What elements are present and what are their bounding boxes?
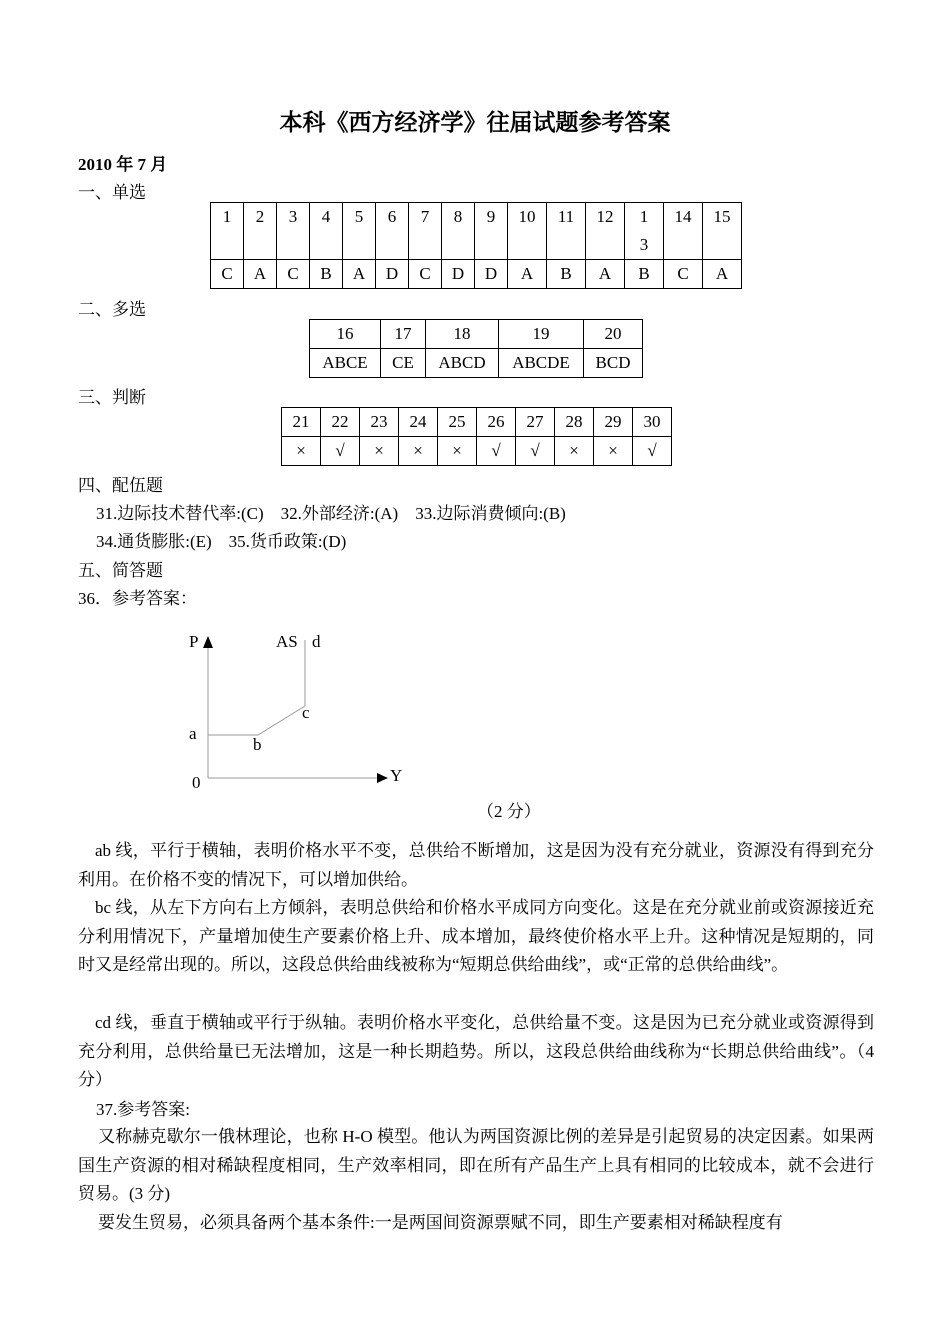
question-number-cell: 20 bbox=[584, 320, 643, 349]
p-axis-label: P bbox=[189, 632, 199, 651]
paragraph-37a: 又称赫克歇尔一俄林理论，也称 H-O 模型。他认为两国资源比例的差异是引起贸易的决定因素。如果两国生产资源的相对稀缺程度相同，生产效率相同，即在所有产品生产上具有相同的比较成本，就不会进行贸易。(3 分) bbox=[78, 1127, 874, 1203]
question-number-cell: 24 bbox=[399, 408, 438, 437]
q37-label: 37.参考答案: bbox=[96, 1100, 190, 1119]
question-number-cell: 26 bbox=[477, 408, 516, 437]
matching-line-2: 34.通货膨胀:(E) 35.货币政策:(D) bbox=[96, 532, 347, 551]
section-5-heading: 五、简答题 bbox=[78, 561, 163, 580]
answer-cell: B bbox=[547, 260, 586, 289]
graph-score: （2 分） bbox=[477, 802, 541, 821]
question-number-cell: 23 bbox=[360, 408, 399, 437]
question-number-cell: 1 3 bbox=[625, 203, 664, 260]
answer-cell: CE bbox=[381, 349, 426, 378]
answer-cell: × bbox=[399, 437, 438, 466]
section-4-heading: 四、配伍题 bbox=[78, 476, 163, 495]
answer-cell: ABCDE bbox=[499, 349, 584, 378]
answer-cell: × bbox=[282, 437, 321, 466]
single-choice-table bbox=[210, 202, 742, 289]
answer-cell: ABCE bbox=[310, 349, 381, 378]
question-number-cell: 1 bbox=[211, 203, 244, 260]
question-number-cell: 4 bbox=[310, 203, 343, 260]
aggregate-supply-graph bbox=[0, 620, 950, 830]
c-label: c bbox=[302, 703, 310, 722]
answer-cell: √ bbox=[321, 437, 360, 466]
answer-cell: D bbox=[442, 260, 475, 289]
q36-label: 36．参考答案： bbox=[78, 589, 197, 608]
section-2-heading: 二、多选 bbox=[78, 300, 146, 319]
y-axis-label: Y bbox=[390, 766, 403, 785]
question-number-cell: 8 bbox=[442, 203, 475, 260]
question-number-cell: 15 bbox=[703, 203, 742, 260]
answer-cell: BCD bbox=[584, 349, 643, 378]
multiple-choice-table bbox=[309, 319, 643, 378]
answer-cell: × bbox=[555, 437, 594, 466]
as-curve bbox=[208, 640, 305, 735]
question-number-cell: 17 bbox=[381, 320, 426, 349]
y-axis-arrow bbox=[377, 773, 388, 783]
paragraph-cd: cd 线，垂直于横轴或平行于纵轴。表明价格水平变化，总供给量不变。这是因为已充分就业或资源得到充分利用，总供给量已无法增加，这是一种长期趋势。所以，这段总供给曲线称为“长期总供给曲线”。（4 分） bbox=[78, 1013, 874, 1089]
b-label: b bbox=[253, 735, 262, 754]
answer-cell: A bbox=[703, 260, 742, 289]
question-number-cell: 2 bbox=[244, 203, 277, 260]
d-label: d bbox=[312, 632, 321, 651]
question-number-cell: 25 bbox=[438, 408, 477, 437]
question-number-cell: 30 bbox=[633, 408, 672, 437]
answer-cell: × bbox=[438, 437, 477, 466]
question-number-cell: 12 bbox=[586, 203, 625, 260]
question-number-cell: 16 bbox=[310, 320, 381, 349]
question-number-cell: 11 bbox=[547, 203, 586, 260]
answer-cell: ABCD bbox=[426, 349, 499, 378]
question-number-cell: 18 bbox=[426, 320, 499, 349]
question-number-cell: 28 bbox=[555, 408, 594, 437]
answer-cell: √ bbox=[633, 437, 672, 466]
question-number-cell: 6 bbox=[376, 203, 409, 260]
question-number-cell: 10 bbox=[508, 203, 547, 260]
answer-cell: D bbox=[475, 260, 508, 289]
answer-cell: A bbox=[343, 260, 376, 289]
origin-label: 0 bbox=[192, 773, 201, 792]
exam-date: 2010 年 7 月 bbox=[78, 155, 168, 174]
answer-cell: C bbox=[409, 260, 442, 289]
paragraph-ab: ab 线，平行于横轴，表明价格水平不变，总供给不断增加，这是因为没有充分就业，资源没有得到充分利用。在价格不变的情况下，可以增加供给。 bbox=[78, 841, 874, 889]
answer-cell: C bbox=[664, 260, 703, 289]
answer-cell: √ bbox=[516, 437, 555, 466]
question-number-cell: 22 bbox=[321, 408, 360, 437]
answer-cell: B bbox=[625, 260, 664, 289]
true-false-table bbox=[281, 407, 672, 466]
answer-cell: C bbox=[277, 260, 310, 289]
matching-line-1: 31.边际技术替代率:(C) 32.外部经济:(A) 33.边际消费倾向:(B) bbox=[96, 504, 566, 523]
answer-cell: × bbox=[594, 437, 633, 466]
as-label: AS bbox=[276, 632, 298, 651]
answer-cell: D bbox=[376, 260, 409, 289]
answer-cell: √ bbox=[477, 437, 516, 466]
paragraph-bc: bc 线，从左下方向右上方倾斜，表明总供给和价格水平成同方向变化。这是在充分就业前或资源接近充分利用情况下，产量增加使生产要素价格上升、成本增加，最终使价格水平上升。这种情况是短期的，同时又是经常出现的。所以，这段总供给曲线被称为“短期总供给曲线”，或“正常的总供给曲线”。 bbox=[78, 898, 874, 974]
answer-cell: C bbox=[211, 260, 244, 289]
answer-cell: A bbox=[244, 260, 277, 289]
answer-cell: A bbox=[586, 260, 625, 289]
answer-cell: × bbox=[360, 437, 399, 466]
p-axis-arrow bbox=[203, 636, 213, 648]
question-number-cell: 7 bbox=[409, 203, 442, 260]
page-title: 本科《西方经济学》往届试题参考答案 bbox=[279, 110, 671, 135]
a-label: a bbox=[189, 724, 197, 743]
question-number-cell: 27 bbox=[516, 408, 555, 437]
question-number-cell: 19 bbox=[499, 320, 584, 349]
section-3-heading: 三、判断 bbox=[78, 388, 146, 407]
question-number-cell: 3 bbox=[277, 203, 310, 260]
question-number-cell: 9 bbox=[475, 203, 508, 260]
answer-cell: B bbox=[310, 260, 343, 289]
question-number-cell: 29 bbox=[594, 408, 633, 437]
section-1-heading: 一、单选 bbox=[78, 183, 146, 202]
question-number-cell: 14 bbox=[664, 203, 703, 260]
paragraph-37b: 要发生贸易，必须具备两个基本条件:一是两国间资源票赋不同，即生产要素相对稀缺程度有 bbox=[98, 1213, 783, 1232]
question-number-cell: 5 bbox=[343, 203, 376, 260]
answer-cell: A bbox=[508, 260, 547, 289]
question-number-cell: 21 bbox=[282, 408, 321, 437]
